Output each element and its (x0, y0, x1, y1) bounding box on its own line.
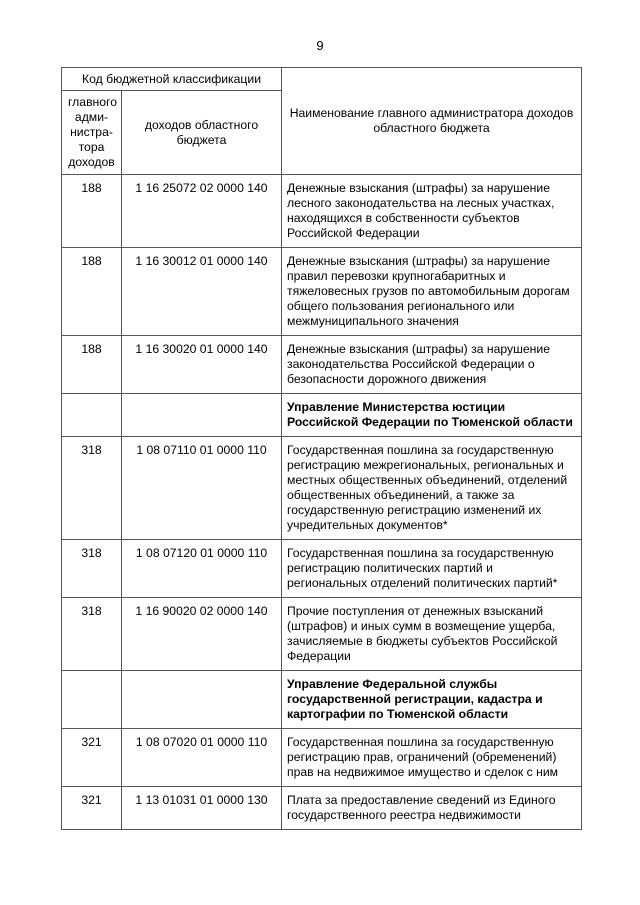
income-code-cell (122, 671, 282, 729)
table-row (62, 437, 582, 540)
header-admin-code (62, 91, 122, 175)
admin-code-cell: 318 (62, 540, 122, 598)
income-name-cell: Прочие поступления от денежных взысканий (штрафов) и иных сумм в возмещение ущерба, зачисляемые в бюджеты субъектов Российской Федерации (282, 598, 582, 671)
income-name-cell: Государственная пошлина за государственную регистрацию межрегиональных, региональных и местных общественных объединений, отделений общественных объединений, а также за государственную регистрацию изменений их учредительных документов* (282, 437, 582, 540)
budget-classification-table (61, 67, 582, 830)
table-row (62, 729, 582, 787)
income-name-cell: Денежные взыскания (штрафы) за нарушение правил перевозки крупногабаритных и тяжеловесных грузов по автомобильным дорогам общего пользования регионального или межмуниципального значения (282, 248, 582, 336)
page-number: 9 (316, 38, 324, 53)
income-code-cell: 1 08 07120 01 0000 110 (122, 540, 282, 598)
header-budget-code-group: Код бюджетной классификации (62, 68, 282, 91)
admin-code-cell: 321 (62, 729, 122, 787)
income-name-cell: Денежные взыскания (штрафы) за нарушение законодательства Российской Федерации о безопасности дорожного движения (282, 336, 582, 394)
table-row (62, 598, 582, 671)
table-row (62, 540, 582, 598)
income-name-cell: Денежные взыскания (штрафы) за нарушение лесного законодательства на лесных участках, находящихся в собственности субъектов Российской Федерации (282, 175, 582, 248)
admin-code-cell (62, 671, 122, 729)
admin-code-cell: 188 (62, 336, 122, 394)
income-code-cell: 1 08 07110 01 0000 110 (122, 437, 282, 540)
table-section-row (62, 394, 582, 437)
section-title-cell: Управление Министерства юстиции Российской Федерации по Тюменской области (282, 394, 582, 437)
table-row (62, 787, 582, 830)
table-row (62, 336, 582, 394)
income-name-cell: Государственная пошлина за государственную регистрацию прав, ограничений (обременений) прав на недвижимое имущество и сделок с ним (282, 729, 582, 787)
admin-code-cell (62, 394, 122, 437)
table-header (62, 68, 582, 175)
table-row (62, 248, 582, 336)
admin-code-cell: 188 (62, 248, 122, 336)
table-body (62, 175, 582, 830)
table-section-row (62, 671, 582, 729)
admin-code-cell: 188 (62, 175, 122, 248)
income-code-cell: 1 08 07020 01 0000 110 (122, 729, 282, 787)
admin-code-cell: 318 (62, 598, 122, 671)
income-code-cell: 1 16 30012 01 0000 140 (122, 248, 282, 336)
header-admin-code-label: главного адми-нистра-тора доходов (68, 95, 118, 169)
header-income-code (122, 91, 282, 175)
income-code-cell: 1 16 90020 02 0000 140 (122, 598, 282, 671)
header-administrator-name: Наименование главного администратора доходов областного бюджета (282, 68, 582, 175)
income-name-cell: Государственная пошлина за государственную регистрацию политических партий и региональных отделений политических партий* (282, 540, 582, 598)
income-name-cell: Плата за предоставление сведений из Единого государственного реестра недвижимости (282, 787, 582, 830)
header-income-code-label: доходов областного бюджета (144, 117, 259, 147)
admin-code-cell: 318 (62, 437, 122, 540)
income-code-cell: 1 16 25072 02 0000 140 (122, 175, 282, 248)
income-code-cell: 1 16 30020 01 0000 140 (122, 336, 282, 394)
table-row (62, 175, 582, 248)
admin-code-cell: 321 (62, 787, 122, 830)
income-code-cell (122, 394, 282, 437)
section-title-cell: Управление Федеральной службы государственной регистрации, кадастра и картографии по Тюменской области (282, 671, 582, 729)
income-code-cell: 1 13 01031 01 0000 130 (122, 787, 282, 830)
